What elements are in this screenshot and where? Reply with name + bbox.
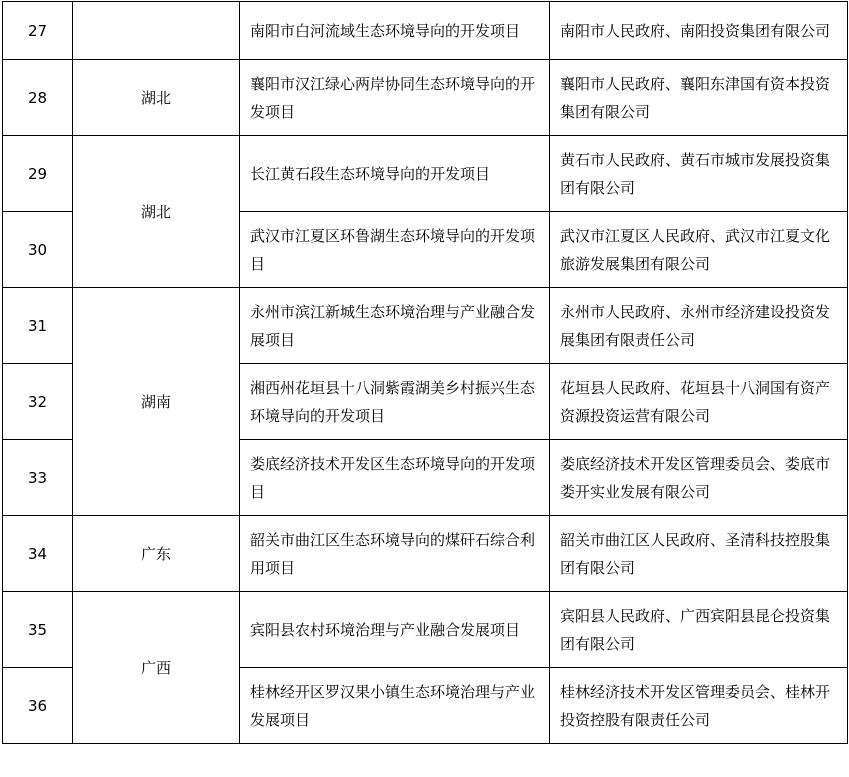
row-number-cell: [3, 136, 73, 212]
declaring-unit: 武汉市江夏区人民政府、武汉市江夏文化旅游发展集团有限公司: [560, 226, 831, 273]
project-name-cell: [240, 668, 550, 744]
row-number: 28: [27, 88, 48, 107]
province-name: 湖北: [140, 88, 171, 107]
declaring-unit-cell: [550, 516, 848, 592]
declaring-unit-cell: [550, 288, 848, 364]
project-name-cell: [240, 136, 550, 212]
project-name-cell: [240, 440, 550, 516]
row-number: 32: [27, 392, 48, 411]
row-number: 27: [27, 21, 48, 40]
project-name-cell: [240, 288, 550, 364]
projects-table: [2, 1, 848, 744]
row-number-cell: [3, 60, 73, 136]
declaring-unit: 桂林经济技术开发区管理委员会、桂林开投资控股有限责任公司: [560, 682, 831, 729]
project-name: 宾阳县农村环境治理与产业融合发展项目: [250, 620, 521, 639]
table-row: [3, 136, 848, 212]
project-name: 韶关市曲江区生态环境导向的煤矸石综合利用项目: [250, 530, 536, 577]
province-name: 湖南: [140, 392, 171, 411]
province-name: 广东: [140, 544, 171, 563]
table-row: [3, 592, 848, 668]
project-name: 娄底经济技术开发区生态环境导向的开发项目: [250, 454, 536, 501]
table-body: [3, 2, 848, 744]
declaring-unit: 娄底经济技术开发区管理委员会、娄底市娄开实业发展有限公司: [560, 454, 831, 501]
project-name: 永州市滨江新城生态环境治理与产业融合发展项目: [250, 302, 536, 349]
row-number: 36: [27, 696, 48, 715]
row-number: 31: [27, 316, 48, 335]
project-name-cell: [240, 60, 550, 136]
row-number-cell: [3, 592, 73, 668]
row-number-cell: [3, 440, 73, 516]
project-name-cell: [240, 364, 550, 440]
row-number: 34: [27, 544, 48, 563]
row-number: 30: [27, 240, 48, 259]
project-name-cell: [240, 212, 550, 288]
declaring-unit-cell: [550, 60, 848, 136]
row-number: 35: [27, 620, 48, 639]
province-cell: [73, 592, 240, 744]
declaring-unit-cell: [550, 136, 848, 212]
project-name: 武汉市江夏区环鲁湖生态环境导向的开发项目: [250, 226, 536, 273]
declaring-unit: 宾阳县人民政府、广西宾阳县昆仑投资集团有限公司: [560, 606, 831, 653]
declaring-unit-cell: [550, 592, 848, 668]
province-cell: [73, 60, 240, 136]
declaring-unit: 襄阳市人民政府、襄阳东津国有资本投资集团有限公司: [560, 74, 831, 121]
project-name: 长江黄石段生态环境导向的开发项目: [250, 164, 491, 183]
row-number-cell: [3, 2, 73, 60]
project-name: 桂林经开区罗汉果小镇生态环境治理与产业发展项目: [250, 682, 536, 729]
table-row: [3, 516, 848, 592]
declaring-unit-cell: [550, 2, 848, 60]
declaring-unit: 黄石市人民政府、黄石市城市发展投资集团有限公司: [560, 150, 831, 197]
province-cell: [73, 288, 240, 516]
project-name-cell: [240, 516, 550, 592]
row-number: 33: [27, 468, 48, 487]
row-number-cell: [3, 364, 73, 440]
province-name: 湖北: [140, 202, 171, 221]
declaring-unit: 南阳市人民政府、南阳投资集团有限公司: [560, 21, 831, 40]
project-name-cell: [240, 592, 550, 668]
declaring-unit-cell: [550, 364, 848, 440]
declaring-unit-cell: [550, 440, 848, 516]
row-number-cell: [3, 212, 73, 288]
row-number-cell: [3, 288, 73, 364]
province-cell: [73, 516, 240, 592]
table-row: [3, 60, 848, 136]
declaring-unit-cell: [550, 212, 848, 288]
table-row: [3, 288, 848, 364]
project-name: 襄阳市汉江绿心两岸协同生态环境导向的开发项目: [250, 74, 536, 121]
row-number-cell: [3, 516, 73, 592]
project-name: 南阳市白河流域生态环境导向的开发项目: [250, 21, 521, 40]
declaring-unit: 韶关市曲江区人民政府、圣清科技控股集团有限公司: [560, 530, 831, 577]
province-cell-spacer: [73, 2, 240, 60]
declaring-unit: 花垣县人民政府、花垣县十八洞国有资产资源投资运营有限公司: [560, 378, 831, 425]
table-row: [3, 2, 848, 60]
row-number-cell: [3, 668, 73, 744]
row-number: 29: [27, 164, 48, 183]
province-cell: [73, 136, 240, 288]
declaring-unit: 永州市人民政府、永州市经济建设投资发展集团有限责任公司: [560, 302, 831, 349]
project-name: 湘西州花垣县十八洞紫霞湖美乡村振兴生态环境导向的开发项目: [250, 378, 536, 425]
declaring-unit-cell: [550, 668, 848, 744]
project-name-cell: [240, 2, 550, 60]
province-name: 广西: [140, 658, 171, 677]
